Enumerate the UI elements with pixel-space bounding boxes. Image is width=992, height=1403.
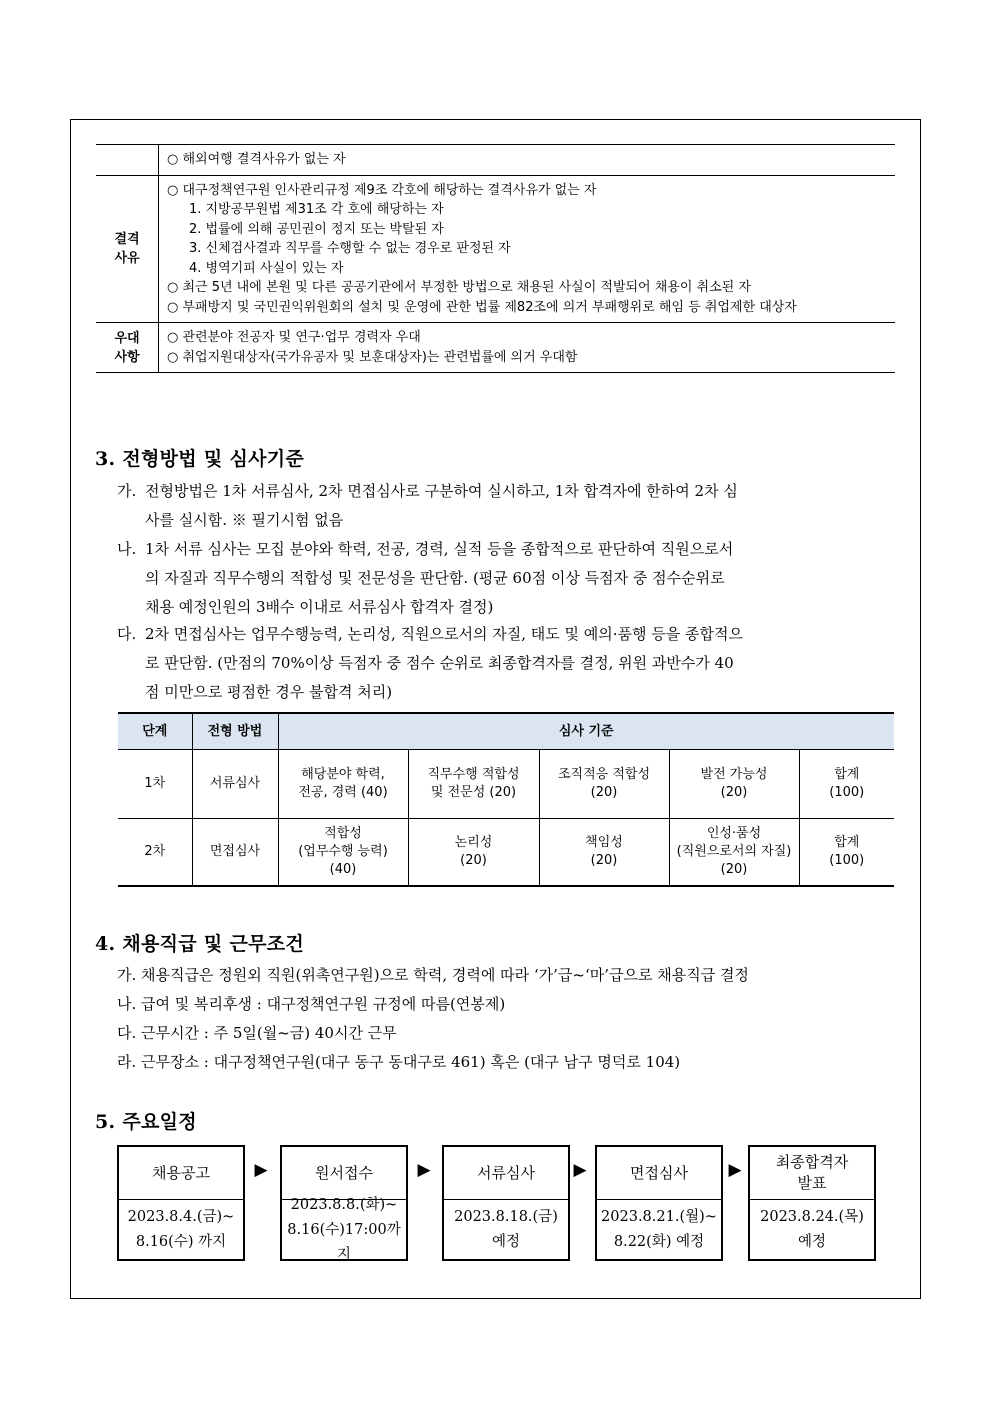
criteria-line: (20) xyxy=(590,785,618,800)
item-text: 전형방법은 1차 서류심사, 2차 면접심사로 구분하여 실시하고, 1차 합격자에 한하여 2차 심 xyxy=(145,482,738,500)
criteria-line: 합계 xyxy=(834,767,860,782)
table-row xyxy=(118,750,894,819)
step-date-line: 2023.8.18.(금) xyxy=(454,1209,558,1225)
item-text: 2차 면접심사는 업무수행능력, 논리성, 직원으로서의 자질, 태도 및 예의·품행 등을 종합적으 xyxy=(145,625,743,643)
step-title-line: 최종합격자 xyxy=(775,1153,849,1171)
sub-item: 3. 신체검사결과 직무를 수행할 수 없는 경우로 판정된 자 xyxy=(189,241,511,256)
list-item: ○ 최근 5년 내에 본원 및 다른 공공기관에서 부정한 방법으로 채용된 사실이 적발되어 채용이 취소된 자 xyxy=(167,280,751,295)
sub-item: 4. 병역기피 사실이 있는 자 xyxy=(189,260,344,276)
table-row xyxy=(96,175,895,323)
step-date-line: 2023.8.24.(목) xyxy=(760,1209,864,1225)
criteria-line: 해당분야 학력, xyxy=(301,767,385,782)
method-cell: 서류심사 xyxy=(192,750,278,819)
evaluation-table xyxy=(118,712,894,887)
criteria-cell xyxy=(278,750,408,819)
criteria-line: 합계 xyxy=(834,835,860,850)
list-item: ○ 해외여행 결격사유가 없는 자 xyxy=(167,152,346,167)
item-text-cont: 점 미만으로 평점한 경우 불합격 처리) xyxy=(145,683,393,701)
criteria-line: 직무수행 적합성 xyxy=(427,767,520,782)
stage-cell: 2차 xyxy=(118,819,192,887)
step-title xyxy=(750,1147,874,1200)
category-cell xyxy=(96,323,159,373)
column-header: 심사 기준 xyxy=(278,713,894,750)
step-title-line: 서류심사 xyxy=(477,1163,535,1182)
criteria-cell xyxy=(669,819,799,887)
step-date-line: 8.16(수) 까지 xyxy=(135,1234,227,1250)
qualification-table xyxy=(96,144,895,373)
criteria-line: 논리성 xyxy=(454,835,493,850)
item-text-cont: 로 판단함. (만점의 70%이상 득점자 중 점수 순위로 최종합격자를 결정, 위원 과반수가 40 xyxy=(145,654,734,672)
column-header: 전형 방법 xyxy=(192,713,278,750)
arrow-right-icon: ▶ xyxy=(254,1160,268,1180)
condition-line: 나. 급여 및 복리후생 : 대구정책연구원 규정에 따름(연봉제) xyxy=(117,995,506,1013)
schedule-step xyxy=(595,1145,723,1261)
criteria-line: 적합성 xyxy=(324,826,362,841)
category-label: 결격 xyxy=(114,231,140,247)
schedule-step xyxy=(748,1145,876,1261)
arrow-right-icon: ▶ xyxy=(417,1160,431,1180)
item-text: 1차 서류 심사는 모집 분야와 학력, 전공, 경력, 실적 등을 종합적으로 판단하여 직원으로서 xyxy=(145,540,734,558)
section-heading: 3. 전형방법 및 심사기준 xyxy=(95,448,305,470)
step-date-line: 8.16(수)17:00까지 xyxy=(287,1221,401,1263)
criteria-line: (40) xyxy=(329,862,357,877)
step-date xyxy=(444,1200,568,1260)
item-marker: 다. xyxy=(117,625,137,643)
criteria-line: 인성·품성 xyxy=(706,826,762,841)
step-date xyxy=(282,1196,406,1263)
step-date-line: 예정 xyxy=(491,1234,520,1250)
category-label: 사유 xyxy=(114,250,140,266)
arrow-right-icon: ▶ xyxy=(728,1160,742,1180)
list-item: ○ 대구정책연구원 인사관리규정 제9조 각호에 해당하는 결격사유가 없는 자 xyxy=(167,182,597,198)
step-title xyxy=(597,1147,721,1200)
table-row xyxy=(96,323,895,373)
step-title xyxy=(119,1147,243,1200)
criteria-cell xyxy=(408,750,539,819)
criteria-line: 책임성 xyxy=(585,835,623,850)
method-cell: 면접심사 xyxy=(192,819,278,887)
condition-line: 다. 근무시간 : 주 5일(월~금) 40시간 근무 xyxy=(117,1024,397,1042)
criteria-line: (업무수행 능력) xyxy=(298,844,388,859)
step-date-line: 예정 xyxy=(797,1234,826,1250)
content-cell xyxy=(159,145,896,176)
criteria-line: (직원으로서의 자질) xyxy=(676,844,792,859)
item-marker: 나. xyxy=(117,540,137,558)
table-row xyxy=(118,819,894,887)
criteria-line: (20) xyxy=(460,853,487,868)
arrow-right-icon: ▶ xyxy=(573,1160,587,1180)
criteria-line: (100) xyxy=(829,785,865,800)
total-cell xyxy=(799,819,894,887)
item-text-cont: 의 자질과 직무수행의 적합성 및 전문성을 판단함. (평균 60점 이상 득점자 중 점수순위로 xyxy=(145,569,725,587)
step-date xyxy=(597,1200,721,1260)
step-date-line: 2023.8.21.(월)~ xyxy=(601,1209,717,1225)
criteria-line: 발전 가능성 xyxy=(700,767,768,782)
step-date xyxy=(750,1200,874,1260)
step-title-line: 면접심사 xyxy=(630,1163,688,1182)
criteria-line: 조직적응 적합성 xyxy=(557,767,651,782)
schedule-step xyxy=(280,1145,408,1261)
total-cell xyxy=(799,750,894,819)
step-date-line: 2023.8.4.(금)~ xyxy=(127,1209,235,1225)
step-date-line: 2023.8.8.(화)~ xyxy=(290,1196,398,1213)
condition-line: 라. 근무장소 : 대구정책연구원(대구 동구 동대구로 461) 혹은 (대구 남구 명덕로 104) xyxy=(117,1053,681,1071)
criteria-line: (20) xyxy=(720,785,748,800)
step-title xyxy=(444,1147,568,1200)
section-heading: 4. 채용직급 및 근무조건 xyxy=(95,933,305,955)
step-date-line: 8.22(화) 예정 xyxy=(613,1234,705,1250)
content-cell xyxy=(159,175,896,323)
step-title-line: 채용공고 xyxy=(152,1163,210,1182)
column-header: 단계 xyxy=(118,713,192,750)
criteria-line: 전공, 경력 (40) xyxy=(298,785,388,800)
list-item: ○ 취업지원대상자(국가유공자 및 보훈대상자)는 관련법률에 의거 우대함 xyxy=(167,349,578,365)
criteria-line: (20) xyxy=(720,862,748,877)
paragraph-item xyxy=(117,620,896,707)
item-marker: 가. xyxy=(117,482,137,500)
criteria-cell xyxy=(539,750,669,819)
category-label: 사항 xyxy=(114,349,140,365)
table-header-row xyxy=(118,713,894,750)
step-date xyxy=(119,1200,243,1260)
paragraph-item xyxy=(117,477,896,535)
category-cell xyxy=(96,175,159,323)
item-text-cont: 사를 실시함. ※ 필기시험 없음 xyxy=(145,511,344,529)
criteria-line: (100) xyxy=(829,853,865,868)
paragraph-item xyxy=(117,535,896,622)
step-title-line: 발표 xyxy=(797,1174,827,1192)
schedule-step xyxy=(442,1145,570,1261)
schedule-step xyxy=(117,1145,245,1261)
category-label: 우대 xyxy=(114,330,140,346)
criteria-line: (20) xyxy=(590,853,618,868)
sub-item: 1. 지방공무원법 제31조 각 호에 해당하는 자 xyxy=(189,202,444,217)
criteria-cell xyxy=(408,819,539,887)
step-title-line: 원서접수 xyxy=(315,1163,373,1182)
stage-cell: 1차 xyxy=(118,750,192,819)
list-item: ○ 관련분야 전공자 및 연구·업무 경력자 우대 xyxy=(167,330,421,345)
criteria-cell xyxy=(278,819,408,887)
list-item: ○ 부패방지 및 국민권익위원회의 설치 및 운영에 관한 법률 제82조에 의거 부패행위로 해임 등 취업제한 대상자 xyxy=(167,299,797,315)
criteria-line: 및 전문성 (20) xyxy=(430,785,517,800)
section-heading: 5. 주요일정 xyxy=(95,1111,197,1133)
table-row xyxy=(96,145,895,176)
criteria-cell xyxy=(539,819,669,887)
criteria-cell xyxy=(669,750,799,819)
content-cell xyxy=(159,323,896,373)
sub-item: 2. 법률에 의해 공민권이 정지 또는 박탈된 자 xyxy=(189,221,444,237)
item-text-cont: 채용 예정인원의 3배수 이내로 서류심사 합격자 결정) xyxy=(145,598,494,616)
condition-line: 가. 채용직급은 정원외 직원(위촉연구원)으로 학력, 경력에 따라 ‘가’급~‘마’급으로 채용직급 결정 xyxy=(117,966,749,984)
category-cell xyxy=(96,145,159,176)
